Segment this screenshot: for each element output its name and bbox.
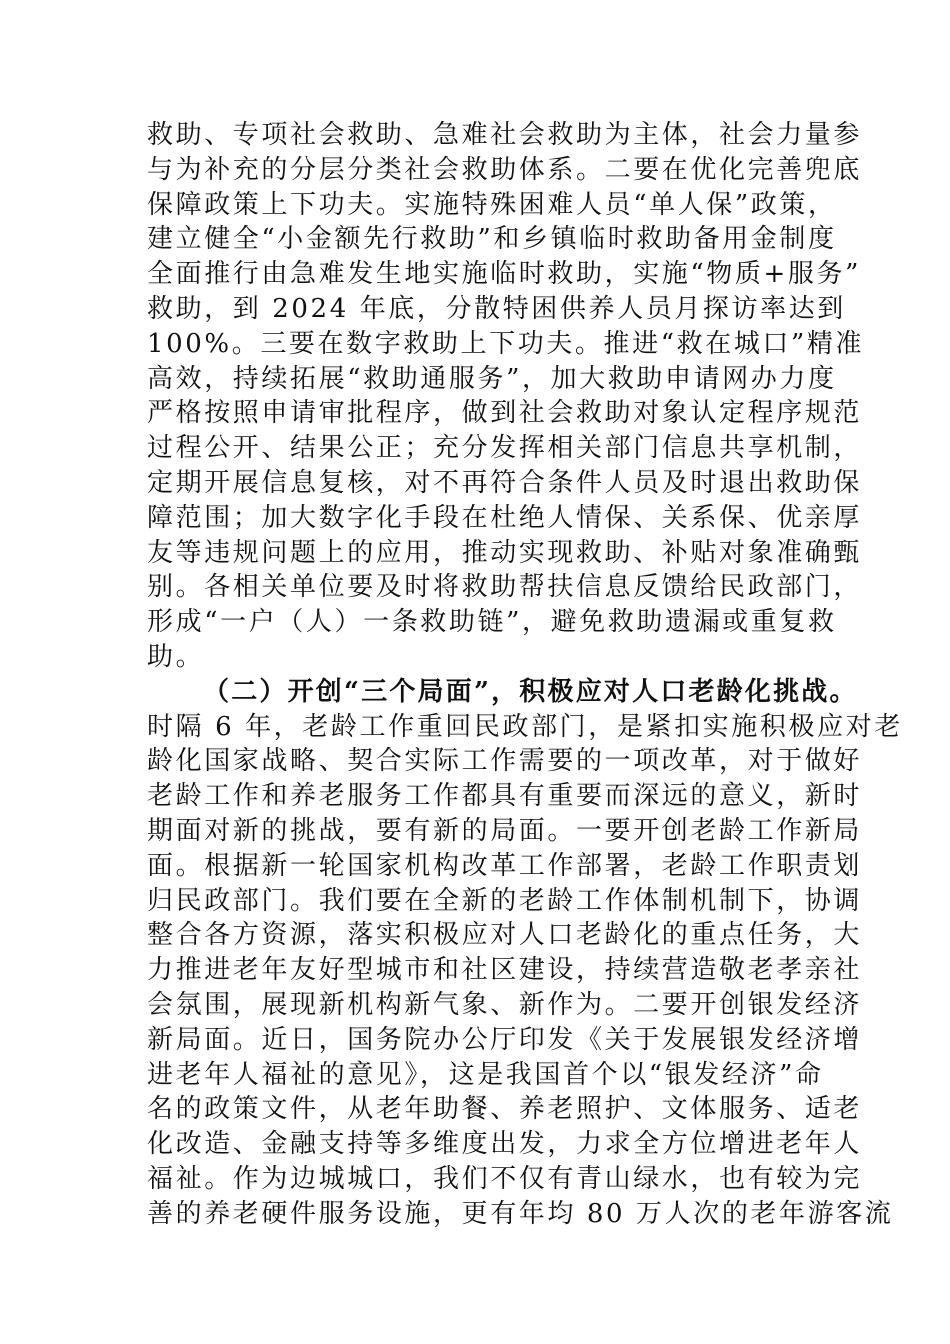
text-line: 保障政策上下功夫。实施特殊困难人员“单人保”政策， xyxy=(147,189,837,220)
text-line: 新局面。近日，国务院办公厅印发《关于发展银发经济增 xyxy=(147,1024,863,1055)
text-line: 助。 xyxy=(147,641,205,672)
text-line: 会氛围，展现新机构新气象、新作为。二要开创银发经济 xyxy=(147,989,863,1020)
text-line: 高效，持续拓展“救助通服务”，加大救助申请网办力度 xyxy=(147,363,837,394)
text-line: 救助，到 2024 年底，分散特困供养人员月探访率达到 xyxy=(147,293,846,324)
text-line: 福祉。作为边城城口，我们不仅有青山绿水，也有较为完 xyxy=(147,1163,863,1194)
text-line: 形成“一户（人）一条救助链”，避免救助遗漏或重复救 xyxy=(147,607,837,638)
text-line: 力推进老年友好型城市和社区建设，持续营造敬老孝亲社 xyxy=(147,955,863,986)
text-line: 善的养老硬件服务设施，更有年均 80 万人次的老年游客流 xyxy=(147,1198,894,1229)
text-line: 龄化国家战略、契合实际工作需要的一项改革，对于做好 xyxy=(147,746,863,777)
text-line: 面。根据新一轮国家机构改革工作部署，老龄工作职责划 xyxy=(147,850,863,881)
text-line: 过程公开、结果公正；充分发挥相关部门信息共享机制， xyxy=(147,433,863,464)
text-line: 进老年人福祉的意见》，这是我国首个以“银发经济”命 xyxy=(147,1059,824,1090)
text-line: 定期开展信息复核，对不再符合条件人员及时退出救助保 xyxy=(147,467,863,498)
text-line: 严格按照申请审批程序，做到社会救助对象认定程序规范 xyxy=(147,398,863,429)
text-line: 别。各相关单位要及时将救助帮扶信息反馈给民政部门， xyxy=(147,572,863,603)
text-line: 障范围；加大数字化手段在杜绝人情保、关系保、优亲厚 xyxy=(147,502,863,533)
text-line: 期面对新的挑战，要有新的局面。一要开创老龄工作新局 xyxy=(147,815,863,846)
section-heading: （二）开创“三个局面”，积极应对人口老龄化挑战。 xyxy=(203,676,858,707)
text-line: 与为补充的分层分类社会救助体系。二要在优化完善兜底 xyxy=(147,154,863,185)
text-line: 全面推行由急难发生地实施临时救助，实施“物质+服务” xyxy=(147,259,861,290)
text-line: 建立健全“小金额先行救助”和乡镇临时救助备用金制度 xyxy=(147,224,837,255)
text-line: 救助、专项社会救助、急难社会救助为主体，社会力量参 xyxy=(147,120,863,150)
text-line: 归民政部门。我们要在全新的老龄工作体制机制下，协调 xyxy=(147,885,863,916)
text-line: 100%。三要在数字救助上下功夫。推进“救在城口”精准 xyxy=(147,328,865,359)
text-line: 整合各方资源，落实积极应对人口老龄化的重点任务，大 xyxy=(147,920,863,951)
text-line: 名的政策文件，从老年助餐、养老照护、文体服务、适老 xyxy=(147,1094,863,1125)
text-line: 老龄工作和养老服务工作都具有重要而深远的意义，新时 xyxy=(147,781,863,812)
text-line: 化改造、金融支持等多维度出发，力求全方位增进老年人 xyxy=(147,1129,863,1160)
body-text xyxy=(147,118,903,1232)
text-line: 时隔 6 年，老龄工作重回民政部门，是紧扣实施积极应对老 xyxy=(147,711,903,742)
text-line: 友等违规问题上的应用，推动实现救助、补贴对象准确甄 xyxy=(147,537,863,568)
